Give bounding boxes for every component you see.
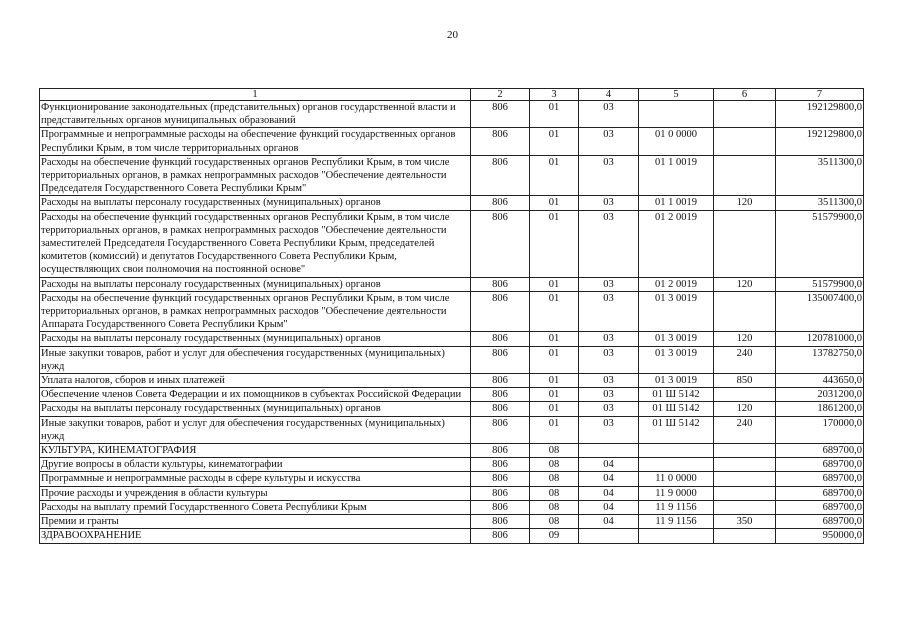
table-row <box>40 210 864 277</box>
row-description: Программные и непрограммные расходы в сфере культуры и искусства <box>40 472 471 486</box>
section-code-cell: 01 <box>530 291 579 332</box>
table-row <box>40 486 864 500</box>
row-description: Уплата налогов, сборов и иных платежей <box>40 374 471 388</box>
column-header: 6 <box>714 89 776 101</box>
expense-type-cell <box>714 291 776 332</box>
row-description: Расходы на выплаты персоналу государственных (муниципальных) органов <box>40 332 471 346</box>
subsection-code-cell: 03 <box>579 416 639 443</box>
admin-code-cell: 806 <box>471 500 530 514</box>
row-description: Расходы на выплаты персоналу государственных (муниципальных) органов <box>40 277 471 291</box>
expense-type-cell <box>714 500 776 514</box>
expense-type-cell <box>714 444 776 458</box>
section-code-cell: 01 <box>530 277 579 291</box>
target-article-cell <box>639 444 714 458</box>
subsection-code-cell: 04 <box>579 458 639 472</box>
amount-cell: 3511300,0 <box>776 155 864 196</box>
amount-cell: 689700,0 <box>776 515 864 529</box>
amount-cell: 443650,0 <box>776 374 864 388</box>
section-code-cell: 01 <box>530 346 579 373</box>
table-row <box>40 388 864 402</box>
expense-type-cell: 240 <box>714 416 776 443</box>
admin-code-cell: 806 <box>471 458 530 472</box>
section-code-cell: 08 <box>530 500 579 514</box>
target-article-cell: 01 3 0019 <box>639 332 714 346</box>
target-article-cell: 01 1 0019 <box>639 196 714 210</box>
section-code-cell: 08 <box>530 444 579 458</box>
table-row <box>40 101 864 128</box>
row-description: Другие вопросы в области культуры, кинематографии <box>40 458 471 472</box>
section-code-cell: 01 <box>530 416 579 443</box>
subsection-code-cell: 03 <box>579 402 639 416</box>
target-article-cell: 11 9 1156 <box>639 500 714 514</box>
table-row <box>40 416 864 443</box>
target-article-cell: 11 9 0000 <box>639 486 714 500</box>
target-article-cell: 01 0 0000 <box>639 128 714 155</box>
admin-code-cell: 806 <box>471 444 530 458</box>
expense-type-cell <box>714 458 776 472</box>
table-row <box>40 515 864 529</box>
subsection-code-cell: 04 <box>579 515 639 529</box>
amount-cell: 689700,0 <box>776 486 864 500</box>
expense-type-cell <box>714 529 776 543</box>
row-description: Функционирование законодательных (представительных) органов государственной власти и представительных органов муниципальных образований <box>40 101 471 128</box>
row-description: Иные закупки товаров, работ и услуг для обеспечения государственных (муниципальных) нужд <box>40 416 471 443</box>
table-header-row <box>40 89 864 101</box>
table-row <box>40 444 864 458</box>
section-code-cell: 01 <box>530 128 579 155</box>
row-description: Расходы на обеспечение функций государственных органов Республики Крым, в том числе территориальных органов, в рамках непрограммных расходов "Обеспечение деятельности Аппарата Государственного Совета Республики Крым" <box>40 291 471 332</box>
page-number: 20 <box>447 29 458 41</box>
section-code-cell: 01 <box>530 101 579 128</box>
admin-code-cell: 806 <box>471 486 530 500</box>
row-description: Расходы на выплаты персоналу государственных (муниципальных) органов <box>40 196 471 210</box>
target-article-cell <box>639 458 714 472</box>
admin-code-cell: 806 <box>471 515 530 529</box>
expense-type-cell: 120 <box>714 196 776 210</box>
row-description: Обеспечение членов Совета Федерации и их помощников в субъектах Российской Федерации <box>40 388 471 402</box>
table-row <box>40 500 864 514</box>
admin-code-cell: 806 <box>471 101 530 128</box>
admin-code-cell: 806 <box>471 155 530 196</box>
section-code-cell: 01 <box>530 374 579 388</box>
row-description: Иные закупки товаров, работ и услуг для обеспечения государственных (муниципальных) нужд <box>40 346 471 373</box>
target-article-cell: 01 3 0019 <box>639 346 714 373</box>
table-row <box>40 346 864 373</box>
amount-cell: 950000,0 <box>776 529 864 543</box>
budget-table <box>39 88 864 544</box>
admin-code-cell: 806 <box>471 291 530 332</box>
admin-code-cell: 806 <box>471 402 530 416</box>
target-article-cell: 11 0 0000 <box>639 472 714 486</box>
section-code-cell: 01 <box>530 332 579 346</box>
expense-type-cell: 120 <box>714 402 776 416</box>
row-description: Расходы на обеспечение функций государственных органов Республики Крым, в том числе территориальных органов, в рамках непрограммных расходов "Обеспечение деятельности Председателя Государственного Совета Республики Крым" <box>40 155 471 196</box>
table-row <box>40 277 864 291</box>
target-article-cell: 11 9 1156 <box>639 515 714 529</box>
subsection-code-cell: 03 <box>579 374 639 388</box>
target-article-cell: 01 1 0019 <box>639 155 714 196</box>
target-article-cell: 01 Ш 5142 <box>639 416 714 443</box>
subsection-code-cell: 03 <box>579 346 639 373</box>
table-row <box>40 529 864 543</box>
admin-code-cell: 806 <box>471 416 530 443</box>
table-row <box>40 155 864 196</box>
amount-cell: 689700,0 <box>776 500 864 514</box>
amount-cell: 689700,0 <box>776 458 864 472</box>
expense-type-cell: 850 <box>714 374 776 388</box>
column-header: 2 <box>471 89 530 101</box>
subsection-code-cell <box>579 529 639 543</box>
table-body <box>40 101 864 544</box>
admin-code-cell: 806 <box>471 374 530 388</box>
amount-cell: 689700,0 <box>776 472 864 486</box>
section-code-cell: 01 <box>530 388 579 402</box>
admin-code-cell: 806 <box>471 128 530 155</box>
target-article-cell: 01 3 0019 <box>639 374 714 388</box>
expense-type-cell: 120 <box>714 277 776 291</box>
subsection-code-cell: 04 <box>579 500 639 514</box>
amount-cell: 3511300,0 <box>776 196 864 210</box>
target-article-cell: 01 3 0019 <box>639 291 714 332</box>
subsection-code-cell: 03 <box>579 128 639 155</box>
subsection-code-cell: 03 <box>579 101 639 128</box>
amount-cell: 689700,0 <box>776 444 864 458</box>
subsection-code-cell: 03 <box>579 196 639 210</box>
target-article-cell: 01 Ш 5142 <box>639 388 714 402</box>
subsection-code-cell: 03 <box>579 210 639 277</box>
expense-type-cell <box>714 486 776 500</box>
target-article-cell: 01 2 0019 <box>639 210 714 277</box>
table-row <box>40 374 864 388</box>
table-row <box>40 196 864 210</box>
subsection-code-cell: 03 <box>579 388 639 402</box>
row-description: Программные и непрограммные расходы на обеспечение функций государственных органов Республики Крым, в том числе территориальных органов <box>40 128 471 155</box>
column-header: 5 <box>639 89 714 101</box>
amount-cell: 51579900,0 <box>776 277 864 291</box>
table-row <box>40 332 864 346</box>
expense-type-cell: 240 <box>714 346 776 373</box>
expense-type-cell <box>714 472 776 486</box>
admin-code-cell: 806 <box>471 346 530 373</box>
amount-cell: 51579900,0 <box>776 210 864 277</box>
column-header: 3 <box>530 89 579 101</box>
expense-type-cell <box>714 210 776 277</box>
amount-cell: 13782750,0 <box>776 346 864 373</box>
section-code-cell: 08 <box>530 486 579 500</box>
column-header: 1 <box>40 89 471 101</box>
column-header: 4 <box>579 89 639 101</box>
row-description: Расходы на выплату премий Государственного Совета Республики Крым <box>40 500 471 514</box>
expense-type-cell <box>714 388 776 402</box>
amount-cell: 2031200,0 <box>776 388 864 402</box>
subsection-code-cell: 04 <box>579 486 639 500</box>
expense-type-cell: 120 <box>714 332 776 346</box>
table-row <box>40 128 864 155</box>
admin-code-cell: 806 <box>471 472 530 486</box>
row-description: КУЛЬТУРА, КИНЕМАТОГРАФИЯ <box>40 444 471 458</box>
row-description: Прочие расходы и учреждения в области культуры <box>40 486 471 500</box>
section-code-cell: 08 <box>530 472 579 486</box>
subsection-code-cell: 03 <box>579 155 639 196</box>
row-description: Расходы на выплаты персоналу государственных (муниципальных) органов <box>40 402 471 416</box>
amount-cell: 192129800,0 <box>776 128 864 155</box>
section-code-cell: 01 <box>530 402 579 416</box>
table-row <box>40 291 864 332</box>
subsection-code-cell: 04 <box>579 472 639 486</box>
amount-cell: 1861200,0 <box>776 402 864 416</box>
expense-type-cell <box>714 101 776 128</box>
row-description: Премии и гранты <box>40 515 471 529</box>
row-description: ЗДРАВООХРАНЕНИЕ <box>40 529 471 543</box>
row-description: Расходы на обеспечение функций государственных органов Республики Крым, в том числе территориальных органов, в рамках непрограммных расходов "Обеспечение деятельности заместителей Председателя Государственного Совета Республики Крым, председателей комитетов (комиссий) и депутатов Государственного Совета Республики Крым, осуществляющих свои полномочия на постоянной основе" <box>40 210 471 277</box>
section-code-cell: 01 <box>530 155 579 196</box>
target-article-cell: 01 2 0019 <box>639 277 714 291</box>
admin-code-cell: 806 <box>471 210 530 277</box>
subsection-code-cell <box>579 444 639 458</box>
section-code-cell: 09 <box>530 529 579 543</box>
column-header: 7 <box>776 89 864 101</box>
section-code-cell: 01 <box>530 196 579 210</box>
expense-type-cell <box>714 155 776 196</box>
amount-cell: 120781000,0 <box>776 332 864 346</box>
expense-type-cell <box>714 128 776 155</box>
table-row <box>40 458 864 472</box>
admin-code-cell: 806 <box>471 332 530 346</box>
section-code-cell: 08 <box>530 515 579 529</box>
admin-code-cell: 806 <box>471 529 530 543</box>
admin-code-cell: 806 <box>471 388 530 402</box>
section-code-cell: 08 <box>530 458 579 472</box>
subsection-code-cell: 03 <box>579 277 639 291</box>
section-code-cell: 01 <box>530 210 579 277</box>
table-row <box>40 472 864 486</box>
target-article-cell <box>639 529 714 543</box>
target-article-cell <box>639 101 714 128</box>
amount-cell: 192129800,0 <box>776 101 864 128</box>
table-row <box>40 402 864 416</box>
subsection-code-cell: 03 <box>579 332 639 346</box>
expense-type-cell: 350 <box>714 515 776 529</box>
admin-code-cell: 806 <box>471 196 530 210</box>
subsection-code-cell: 03 <box>579 291 639 332</box>
target-article-cell: 01 Ш 5142 <box>639 402 714 416</box>
amount-cell: 135007400,0 <box>776 291 864 332</box>
amount-cell: 170000,0 <box>776 416 864 443</box>
admin-code-cell: 806 <box>471 277 530 291</box>
